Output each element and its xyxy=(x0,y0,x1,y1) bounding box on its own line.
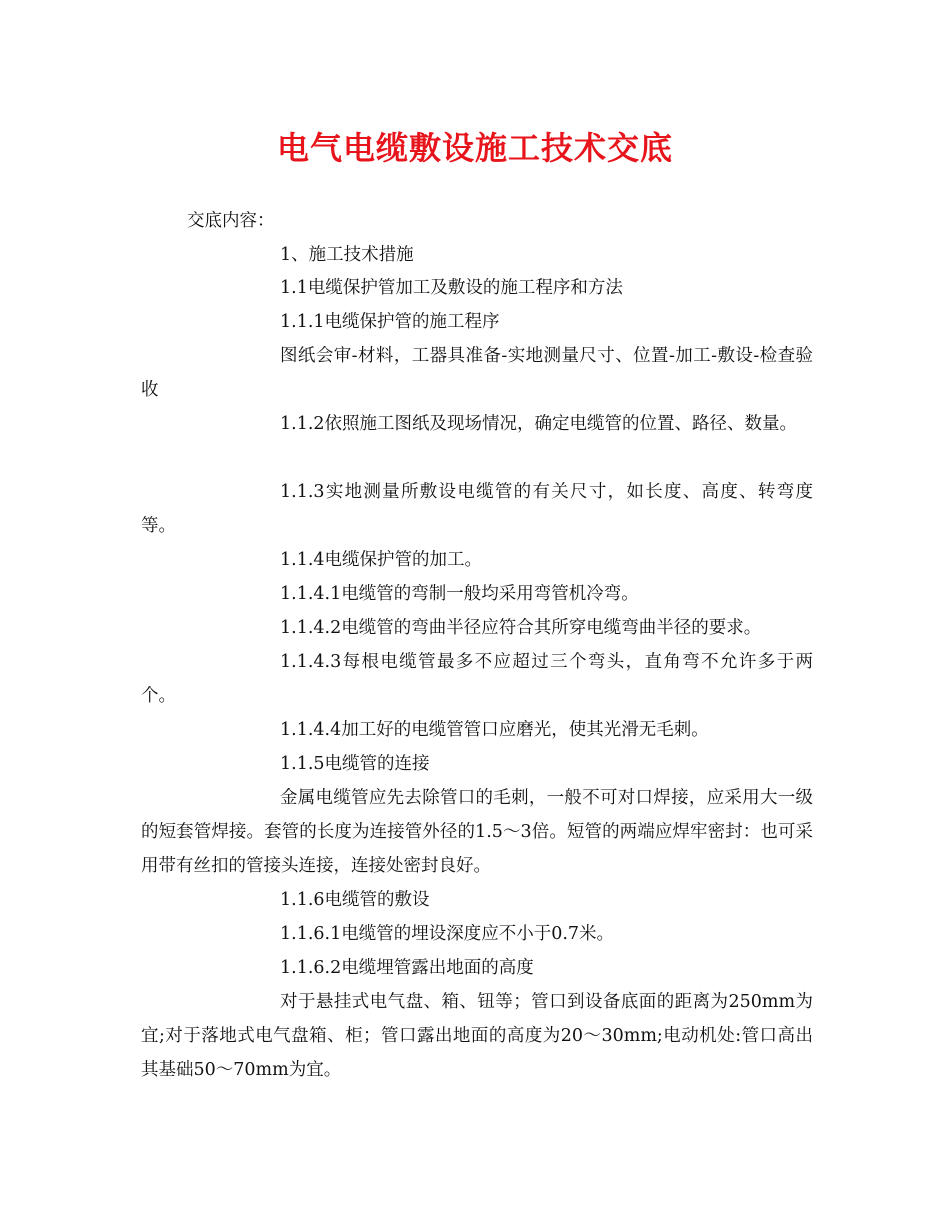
paragraph-pipe-connection: 金属电缆管应先去除管口的毛刺，一般不可对口焊接，应采用大一级的短套管焊接。套管的长度为连接管外径的1.5～3倍。短管的两端应焊牢密封：也可采用带有丝扣的管接头连接，连接处密封良好。 xyxy=(141,788,813,876)
paragraph-1-1-1: 1.1.1电缆保护管的施工程序 xyxy=(280,312,500,332)
paragraph-1-1-6-1: 1.1.6.1电缆管的埋设深度应不小于0.7米。 xyxy=(280,924,615,944)
paragraph-1-1-4: 1.1.4电缆保护管的加工。 xyxy=(280,550,483,570)
paragraph-1-1-4-2: 1.1.4.2电缆管的弯曲半径应符合其所穿电缆弯曲半径的要求。 xyxy=(280,618,762,638)
paragraph-1-1-2: 1.1.2依照施工图纸及现场情况，确定电缆管的位置、路径、数量。 xyxy=(280,414,798,434)
paragraph-1-1: 1.1电缆保护管加工及敷设的施工程序和方法 xyxy=(280,278,623,298)
paragraph-intro: 交底内容： xyxy=(187,211,275,231)
paragraph-1-1-6: 1.1.6电缆管的敷设 xyxy=(280,890,430,910)
paragraph-1-1-5: 1.1.5电缆管的连接 xyxy=(280,754,430,774)
document-title: 电气电缆敷设施工技术交底 xyxy=(276,129,673,167)
paragraph-1-1-4-4: 1.1.4.4加工好的电缆管管口应磨光，使其光滑无毛刺。 xyxy=(280,720,709,740)
paragraph-pipe-height: 对于悬挂式电气盘、箱、钮等；管口到设备底面的距离为250mm为宜;对于落地式电气盘箱、柜；管口露出地面的高度为20～30mm;电动机处:管口高出其基础50～70mm为宜。 xyxy=(141,992,813,1080)
paragraph-1-1-4-3: 1.1.4.3每根电缆管最多不应超过三个弯头，直角弯不允许多于两个。 xyxy=(141,652,813,706)
paragraph-1: 1、施工技术措施 xyxy=(280,245,414,265)
paragraph-procedure: 图纸会审-材料，工器具准备-实地测量尺寸、位置-加工-敷设-检查验收 xyxy=(141,346,813,400)
paragraph-1-1-3: 1.1.3实地测量所敷设电缆管的有关尺寸，如长度、高度、转弯度等。 xyxy=(141,482,813,536)
paragraph-1-1-6-2: 1.1.6.2电缆埋管露出地面的高度 xyxy=(280,958,534,978)
paragraph-1-1-4-1: 1.1.4.1电缆管的弯制一般均采用弯管机冷弯。 xyxy=(280,584,639,604)
